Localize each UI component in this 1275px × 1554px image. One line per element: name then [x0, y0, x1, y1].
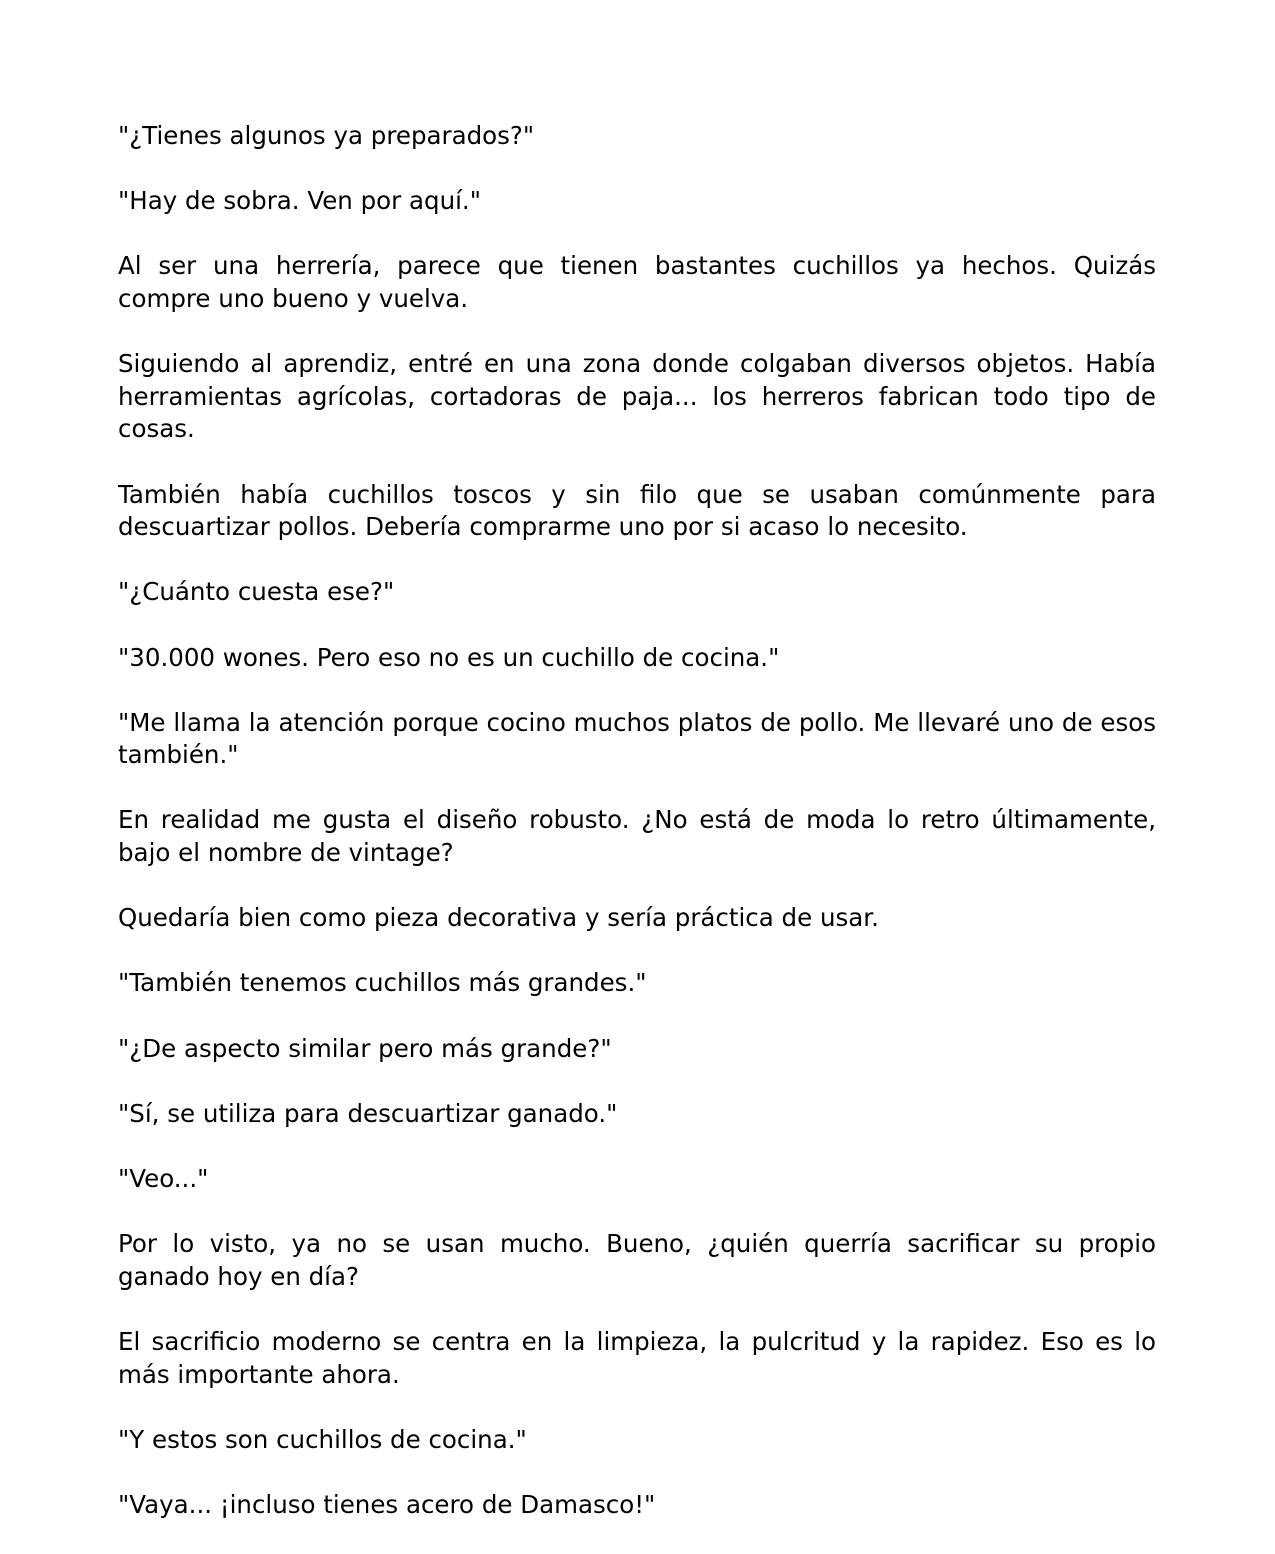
paragraph: Al ser una herrería, parece que tienen bastantes cuchillos ya hechos. Quizás compre uno bueno y vuelva.: [118, 251, 1156, 313]
paragraph: "Vaya... ¡incluso tienes acero de Damasco!": [118, 1489, 656, 1519]
paragraph: "Hay de sobra. Ven por aquí.": [118, 186, 481, 216]
paragraph: "30.000 wones. Pero eso no es un cuchillo de cocina.": [118, 642, 780, 672]
paragraph: "¿Tienes algunos ya preparados?": [118, 121, 535, 150]
paragraph: "Sí, se utiliza para descuartizar ganado.": [118, 1098, 618, 1128]
paragraph: También había cuchillos toscos y sin filo que se usaban comúnmente para descuartizar pollos. Debería comprarme uno por si acaso lo necesito.: [118, 479, 1156, 542]
paragraph: Siguiendo al aprendiz, entré en una zona donde colgaban diversos objetos. Había herramientas agrícolas, cortadoras de paja... los herreros fabrican todo tipo de cosas.: [118, 349, 1156, 444]
paragraph: "Veo...": [118, 1164, 209, 1193]
paragraph: "También tenemos cuchillos más grandes.": [118, 968, 647, 998]
paragraph: Quedaría bien como pieza decorativa y sería práctica de usar.: [118, 903, 879, 933]
paragraph: El sacrificio moderno se centra en la limpieza, la pulcritud y la rapidez. Eso es lo más importante ahora.: [118, 1326, 1156, 1389]
paragraph: En realidad me gusta el diseño robusto. ¿No está de moda lo retro últimamente, bajo el nombre de vintage?: [118, 805, 1156, 868]
paragraph: "¿De aspecto similar pero más grande?": [118, 1033, 612, 1063]
paragraph: "¿Cuánto cuesta ese?": [118, 577, 395, 607]
document-body: [118, 120, 1156, 1554]
paragraph: "Y estos son cuchillos de cocina.": [118, 1424, 527, 1454]
paragraph: Por lo visto, ya no se usan mucho. Bueno, ¿quién querría sacrificar su propio ganado hoy en día?: [118, 1229, 1156, 1291]
paragraph: "Me llama la atención porque cocino muchos platos de pollo. Me llevaré uno de esos también.": [118, 707, 1156, 770]
